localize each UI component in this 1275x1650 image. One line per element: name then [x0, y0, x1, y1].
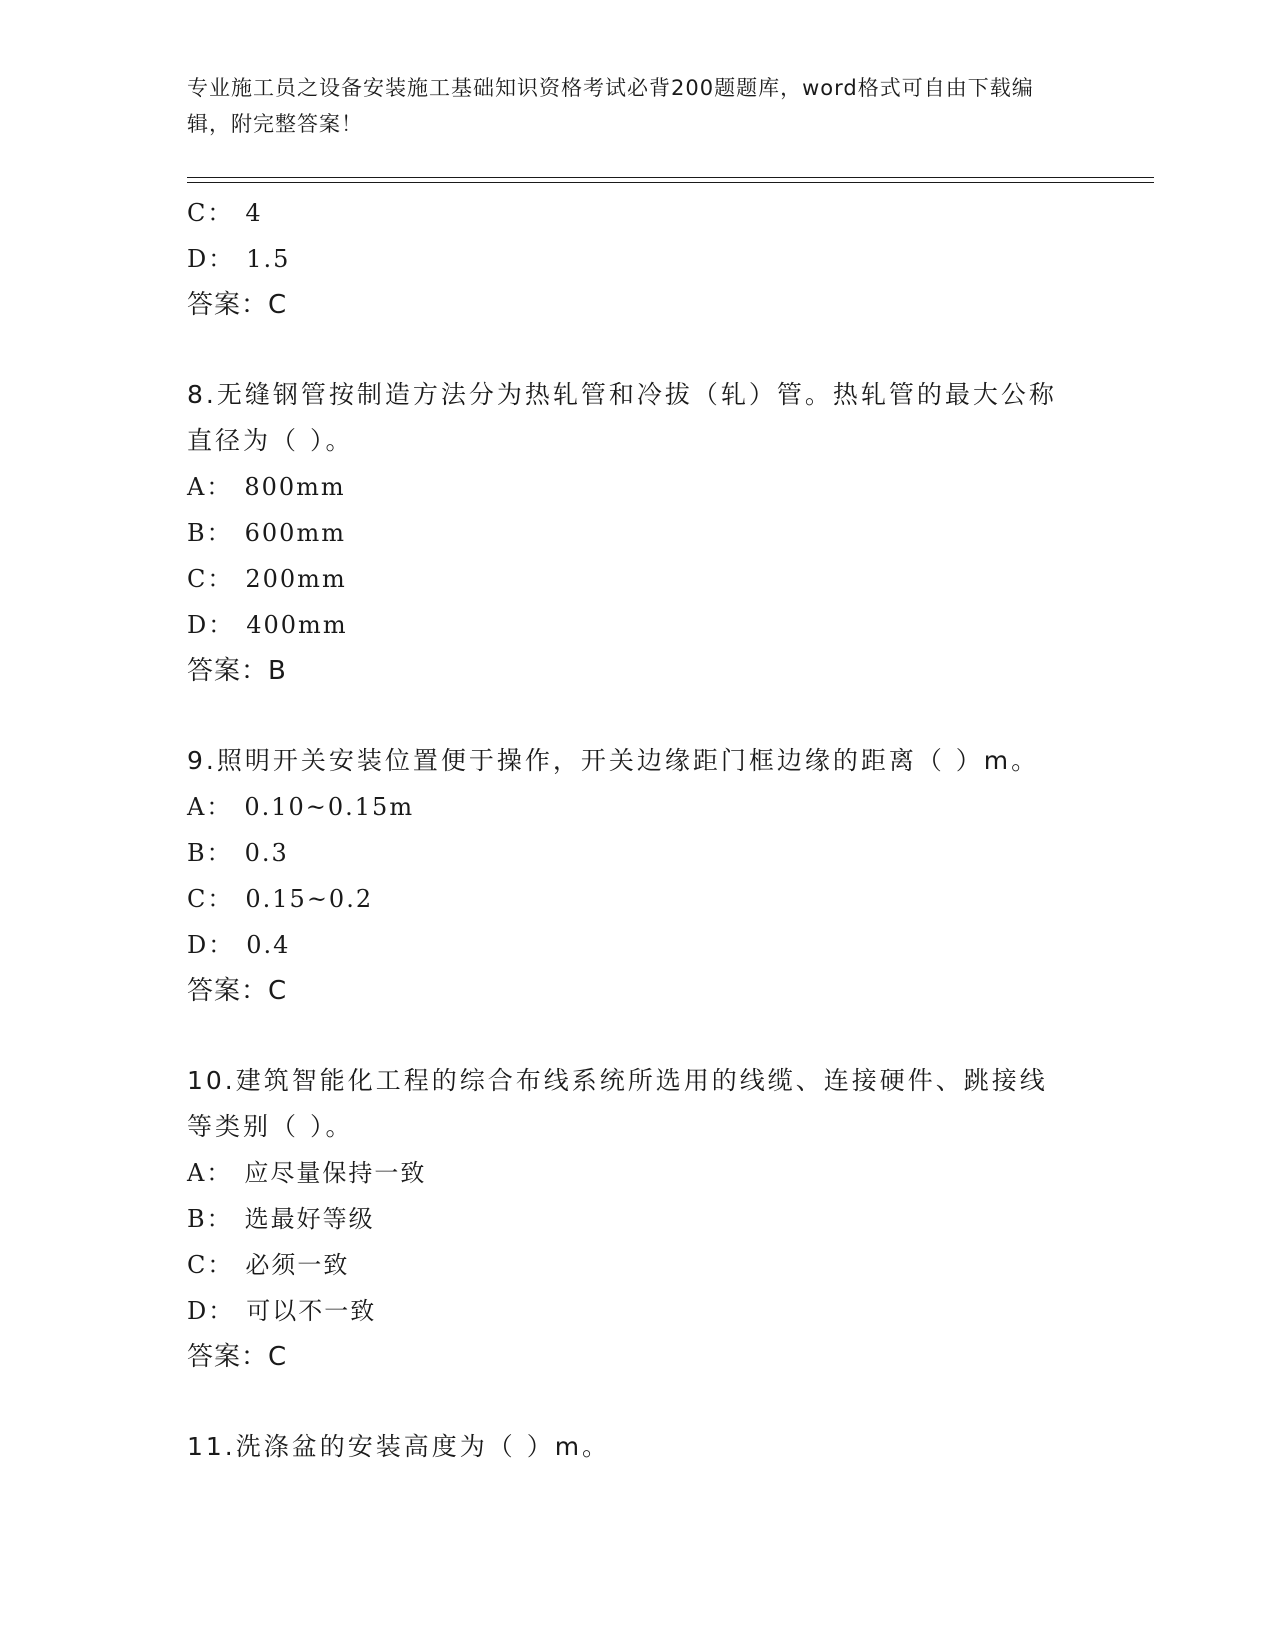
option-letter: C： — [187, 565, 234, 593]
answer-line: 答案：B — [187, 656, 287, 686]
option-text: 200mm — [245, 565, 347, 593]
spacer — [187, 328, 1087, 372]
option-b — [187, 830, 1087, 876]
option-letter: C： — [187, 885, 234, 913]
option-letter: B： — [187, 839, 233, 867]
option-d — [187, 236, 1087, 282]
question-text: 11.洗涤盆的安装高度为（ ）m。 — [187, 1432, 611, 1461]
option-c — [187, 556, 1087, 602]
option-letter: B： — [187, 1205, 233, 1233]
option-letter: C： — [187, 199, 234, 227]
header-divider-bottom — [187, 182, 1154, 183]
option-letter: C： — [187, 1251, 234, 1279]
option-a — [187, 784, 1087, 830]
option-a — [187, 1150, 1087, 1196]
option-text: 0.4 — [246, 931, 291, 959]
option-b — [187, 1196, 1087, 1242]
spacer — [187, 694, 1087, 738]
option-letter: A： — [187, 473, 233, 501]
question-text: 9.照明开关安装位置便于操作，开关边缘距门框边缘的距离（ ）m。 — [187, 746, 1040, 775]
option-letter: A： — [187, 793, 233, 821]
page-header-title: 专业施工员之设备安装施工基础知识资格考试必背200题题库，word格式可自由下载编辑，附完整答案！ — [187, 76, 1034, 136]
question-block-7 — [187, 190, 1087, 328]
option-b — [187, 510, 1087, 556]
answer-line: 答案：C — [187, 1342, 288, 1372]
answer-line: 答案：C — [187, 290, 288, 320]
option-c — [187, 876, 1087, 922]
option-letter: D： — [187, 245, 235, 273]
option-text: 0.10~0.15m — [244, 793, 415, 821]
option-d — [187, 1288, 1087, 1334]
option-text: 600mm — [244, 519, 346, 547]
question-block-10 — [187, 1058, 1087, 1380]
question-list — [187, 190, 1087, 1470]
question-text: 8.无缝钢管按制造方法分为热轧管和冷拔（轧）管。热轧管的最大公称直径为（ ）。 — [187, 380, 1057, 455]
option-text: 1.5 — [246, 245, 291, 273]
option-c — [187, 1242, 1087, 1288]
question-block-11 — [187, 1424, 1087, 1470]
option-letter: D： — [187, 931, 235, 959]
option-letter: B： — [187, 519, 233, 547]
spacer — [187, 1380, 1087, 1424]
option-a — [187, 464, 1087, 510]
question-block-9 — [187, 738, 1087, 1014]
option-d — [187, 922, 1087, 968]
option-text: 400mm — [246, 611, 348, 639]
spacer — [187, 1014, 1087, 1058]
question-text: 10.建筑智能化工程的综合布线系统所选用的线缆、连接硬件、跳接线等类别（ ）。 — [187, 1066, 1048, 1141]
option-text: 必须一致 — [245, 1251, 350, 1279]
header-divider-top — [187, 177, 1154, 178]
option-letter: D： — [187, 1297, 235, 1325]
answer-line: 答案：C — [187, 976, 288, 1006]
question-block-8 — [187, 372, 1087, 694]
option-letter: A： — [187, 1159, 233, 1187]
option-text: 可以不一致 — [246, 1297, 377, 1325]
option-d — [187, 602, 1087, 648]
option-text: 应尽量保持一致 — [244, 1159, 427, 1187]
option-text: 选最好等级 — [244, 1205, 375, 1233]
option-text: 4 — [245, 199, 263, 227]
option-text: 0.3 — [244, 839, 289, 867]
option-text: 800mm — [244, 473, 346, 501]
option-c — [187, 190, 1087, 236]
option-text: 0.15~0.2 — [245, 885, 374, 913]
option-letter: D： — [187, 611, 235, 639]
